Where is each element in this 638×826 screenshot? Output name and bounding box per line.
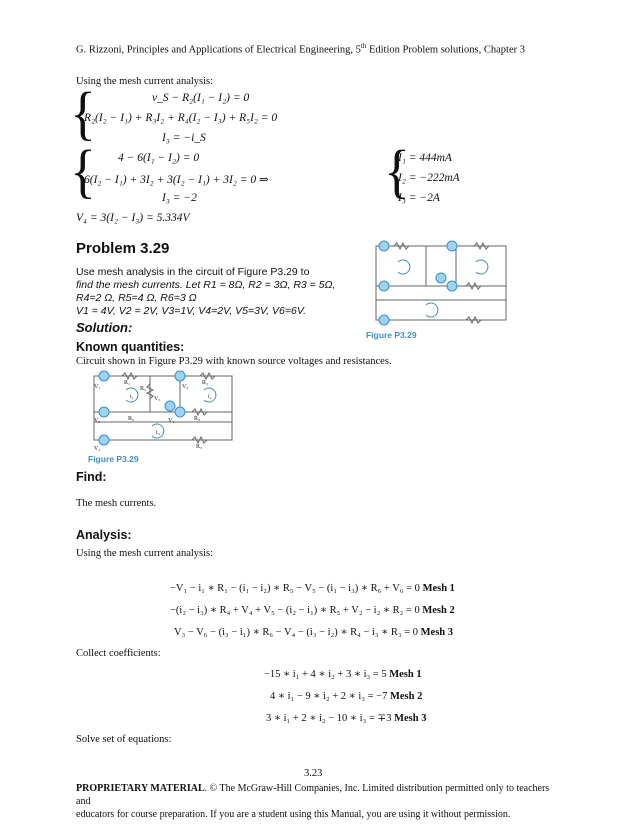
footer-bold: PROPRIETARY MATERIAL — [76, 783, 205, 794]
known-text: Circuit shown in Figure P3.29 with known source voltages and resistances. — [76, 356, 392, 367]
label-i2: i₂ — [208, 394, 212, 400]
figure-large-caption: Figure P3.29 — [88, 454, 139, 464]
analysis-heading: Analysis: — [76, 528, 132, 542]
prev-sys2-eq1: 4 − 6(I₁ − I₂) = 0 — [118, 152, 200, 164]
label-r1: R₁ — [124, 380, 131, 386]
page-header: G. Rizzoni, Principles and Applications of Electrical Engineering, 5th Edition Problem solutions, Chapter 3 — [76, 42, 526, 56]
problem-line-4: V1 = 4V, V2 = 2V, V3=1V, V4=2V, V5=3V, V6=6V. — [76, 305, 306, 317]
analysis-intro: Using the mesh current analysis: — [76, 548, 214, 559]
prev-sys1-eq1: v_S − R₂(I₁ − I₂) = 0 — [152, 92, 250, 104]
label-v1: V₁ — [94, 384, 101, 390]
collect-text: Collect coefficients: — [76, 648, 161, 659]
problem-line-3: R4=2 Ω, R5=4 Ω, R6=3 Ω — [76, 292, 197, 304]
page-number: 3.23 — [304, 768, 323, 779]
prev-v4: V₄ = 3(I₂ − I₃) = 5.334V — [76, 212, 190, 224]
prev-intro: Using the mesh current analysis: — [76, 76, 214, 87]
label-r2: R₂ — [202, 380, 209, 386]
solution-heading: Solution: — [76, 320, 133, 335]
left-brace: { — [70, 80, 96, 146]
coef-eq-2: 4 ∗ i₁ − 9 ∗ i₂ + 2 ∗ i₃ = −7 Mesh 2 — [270, 691, 423, 702]
figure-small-caption: Figure P3.29 — [366, 330, 417, 340]
coef-eq-1: −15 ∗ i₁ + 4 ∗ i₂ + 3 ∗ i₃ = 5 Mesh 1 — [264, 669, 422, 680]
label-v6: V₆ — [94, 418, 101, 424]
label-r5: R₅ — [140, 386, 147, 392]
prev-sys2-eq2: 6(I₂ − I₁) + 3I₂ + 3(I₂ − I₁) + 3I₂ = 0 ⇒ — [84, 174, 269, 186]
label-i1: i₁ — [130, 394, 134, 400]
label-v2: V₂ — [182, 384, 189, 390]
label-v5: V₅ — [154, 396, 161, 402]
prev-sys1-eq3: I₃ = −i_S — [162, 132, 206, 144]
label-v4: V₄ — [168, 418, 175, 424]
circuit-large-svg — [88, 370, 238, 456]
label-v3: V₃ — [94, 446, 101, 452]
find-text: The mesh currents. — [76, 498, 157, 509]
solve-text: Solve set of equations: — [76, 734, 172, 745]
label-r6: R₆ — [128, 416, 135, 422]
prev-sys1-eq2: R₂(I₂ − I₁) + R₃I₂ + R₄(I₂ − I₃) + R₅I₂ = 0 — [84, 112, 278, 124]
mesh-eq-1: −V₁ − i₁ ∗ R₁ − (i₁ − i₂) ∗ R₅ − V₅ − (i₁ − i₃) ∗ R₆ + V₆ = 0 Mesh 1 — [170, 583, 455, 594]
coef-eq-3: 3 ∗ i₁ + 2 ∗ i₂ − 10 ∗ i₃ = ∓3 Mesh 3 — [266, 713, 427, 724]
left-brace-2: { — [70, 138, 96, 204]
problem-title: Problem 3.29 — [76, 240, 170, 257]
label-i3: i₃ — [156, 430, 160, 436]
prev-sys2-eq3: I₃ = −2 — [162, 192, 197, 204]
figure-small — [366, 240, 514, 340]
find-heading: Find: — [76, 470, 107, 484]
problem-line-2: find the mesh currents. Let R1 = 8Ω, R2 = 3Ω, R3 = 5Ω, — [76, 279, 336, 291]
mesh-eq-3: V₃ − V₆ − (i₃ − i₁) ∗ R₆ − V₄ − (i₃ − i₂) ∗ R₄ − i₃ ∗ R₃ = 0 Mesh 3 — [174, 627, 454, 638]
problem-line-1: Use mesh analysis in the circuit of Figure P3.29 to — [76, 266, 310, 278]
footer-notice: PROPRIETARY MATERIAL. © The McGraw-Hill Companies, Inc. Limited distribution permitted only to teachers and educators for course preparation. If you are a student using this Manual, you are using it without permission. — [76, 783, 550, 820]
known-heading: Known quantities: — [76, 340, 185, 354]
prev-sol-2: I₂ = −222mA — [398, 172, 460, 184]
right-brace: { — [384, 138, 410, 204]
label-r3: R₃ — [196, 444, 203, 450]
prev-sol-1: I₁ = 444mA — [398, 152, 452, 164]
prev-sol-3: I₃ = −2A — [398, 192, 440, 204]
mesh-eq-2: −(i₂ − i₃) ∗ R₄ + V₄ + V₅ − (i₂ − i₁) ∗ R₅ + V₂ − i₂ ∗ R₂ = 0 Mesh 2 — [170, 605, 455, 616]
label-r4: R₄ — [194, 416, 201, 422]
circuit-small-svg — [366, 240, 514, 336]
figure-large — [88, 370, 238, 464]
